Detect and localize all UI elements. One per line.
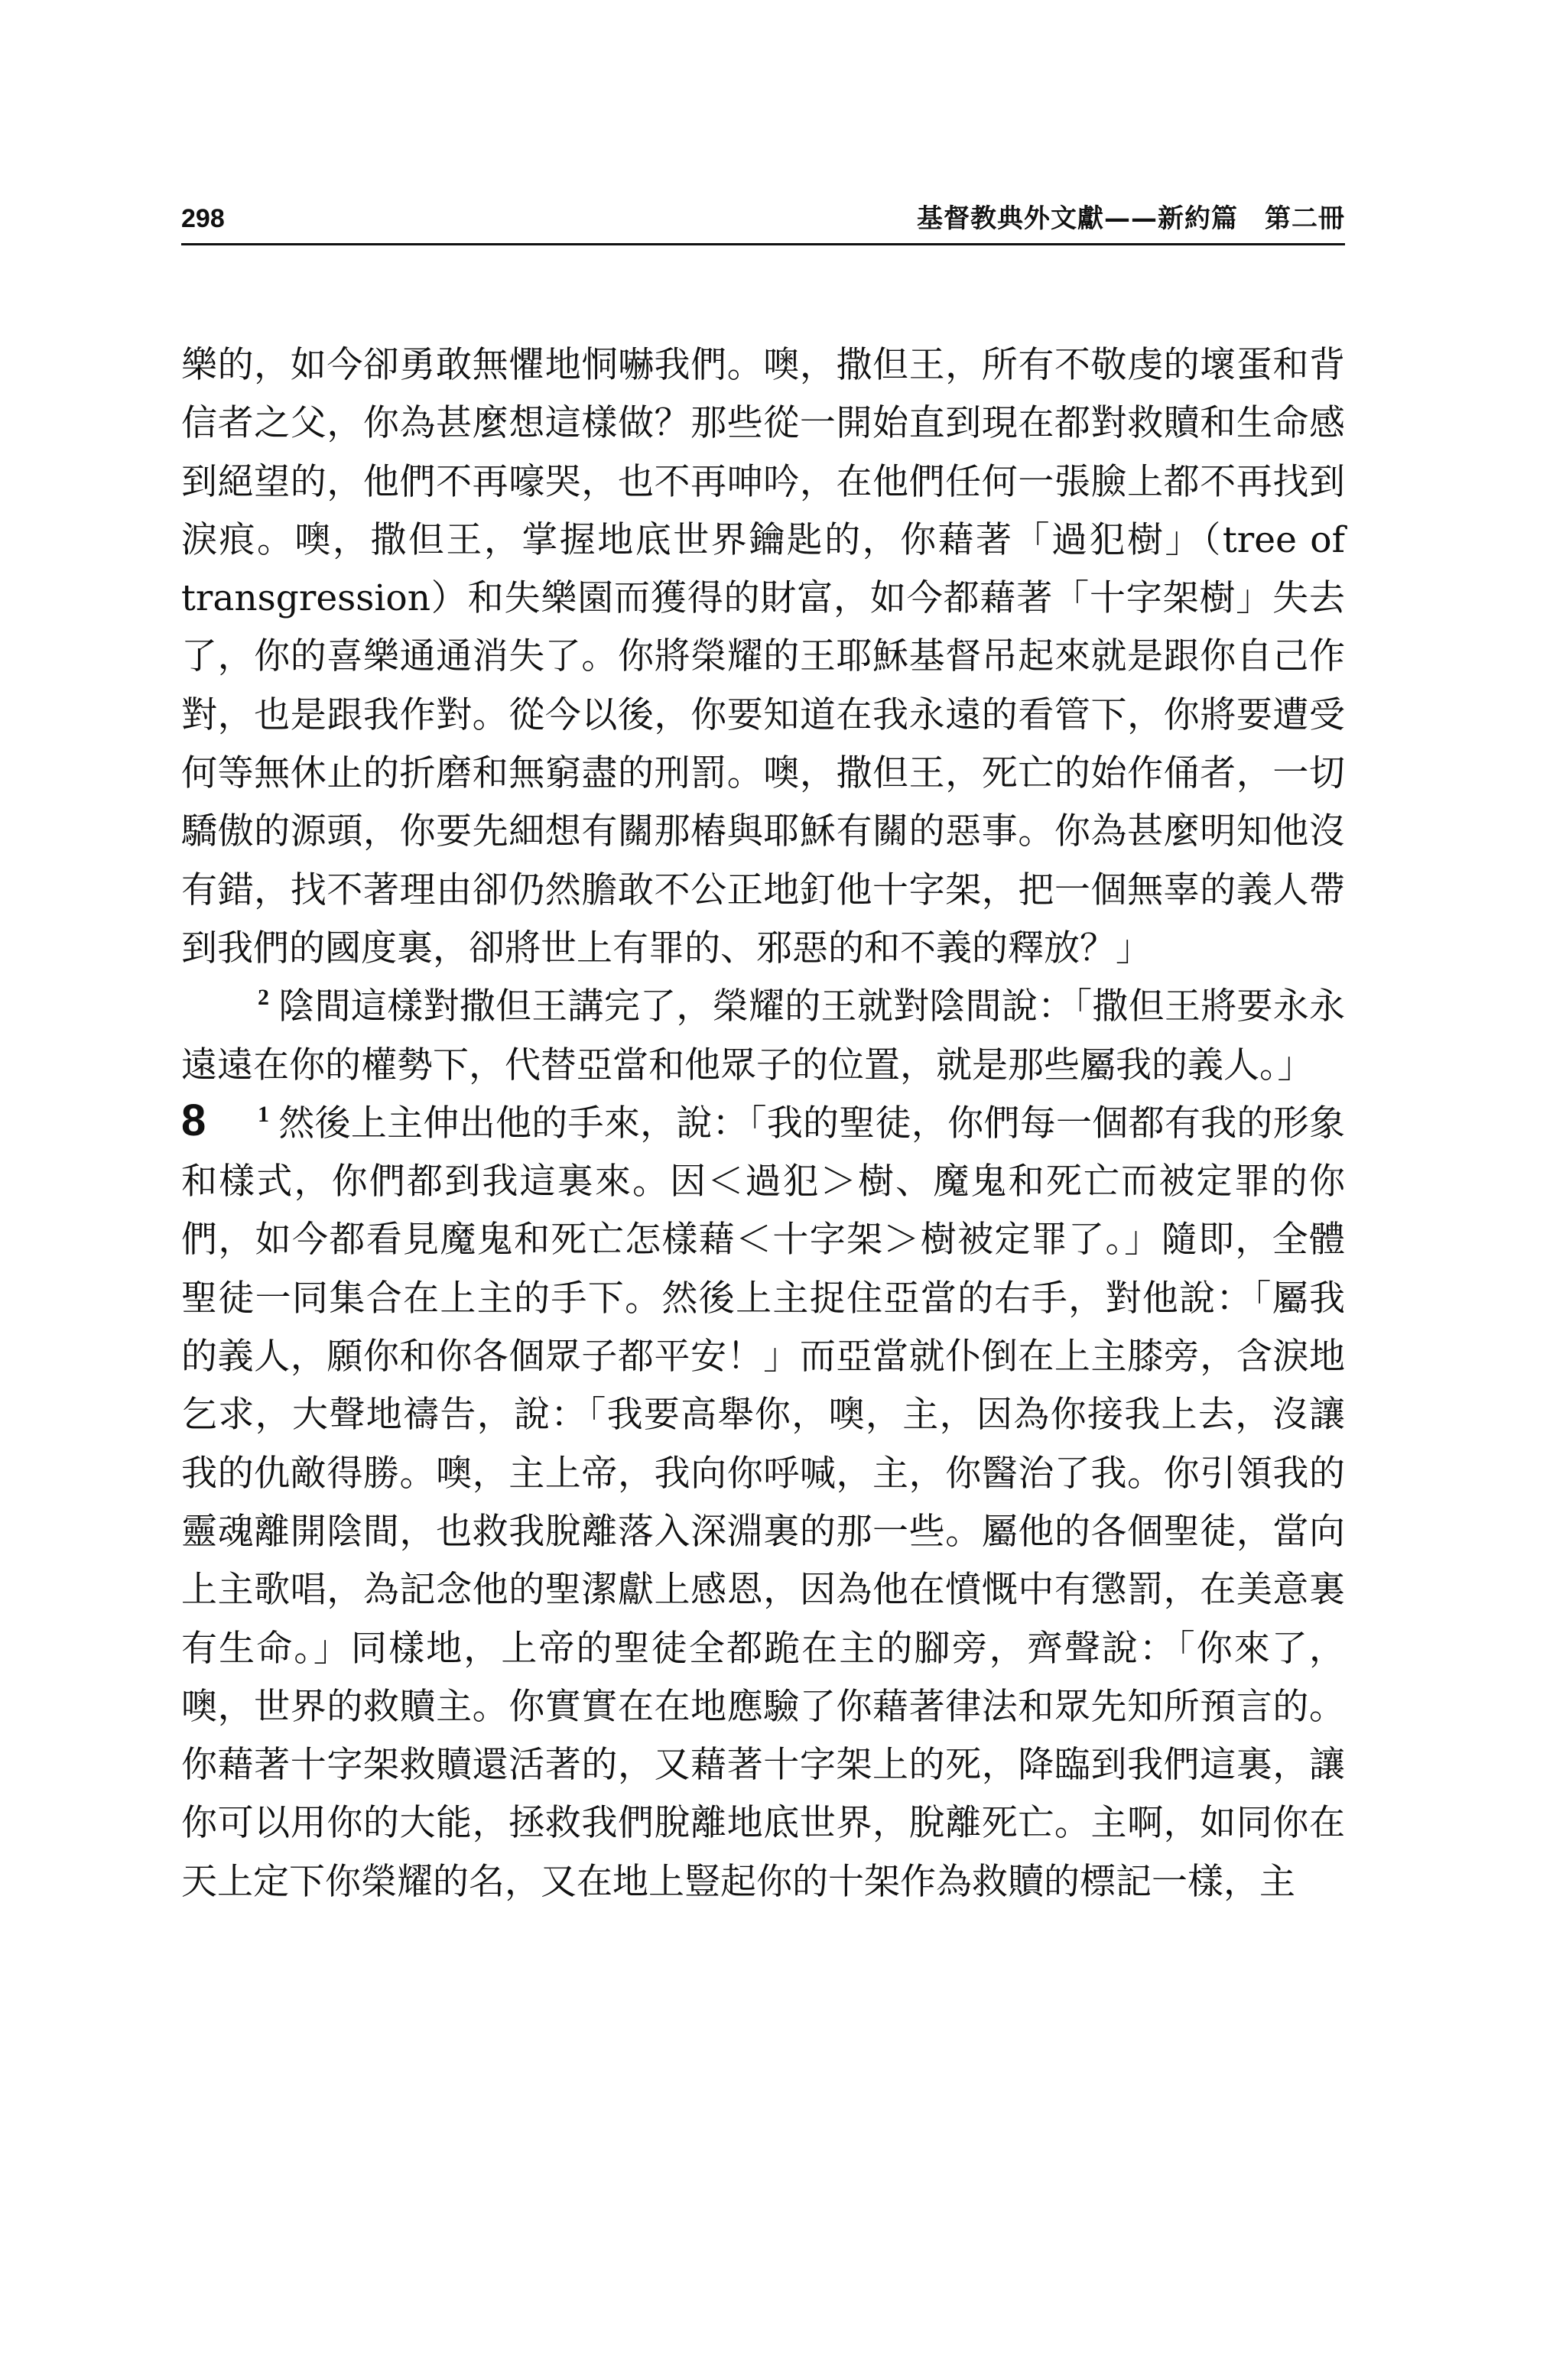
page-number: 298 — [181, 204, 225, 233]
page-header — [181, 200, 1345, 245]
paragraph-verse-2 — [181, 978, 1345, 1095]
verse-number: 2 — [258, 985, 269, 1011]
body-text — [181, 336, 1345, 1911]
paragraph-chapter-8: 8 $^1$ 然後上主伸出他的手來，說：「我的聖徒，你們每一個都有我的形象和樣式，你們都到我這裏來。因＜過犯＞樹、魔鬼和死亡而被定罪的你們，如今都看見魔鬼和死亡怎樣藉＜十字架＞樹被定罪了。」隨即，全體聖徒一同集合在上主的手下。然後上主捉住亞當的右手，對他說：「屬我的義人，願你和你各個眾子都平安！」而亞當就仆倒在上主膝旁，含淚地乞求，大聲地禱告，說：「我要高舉你，噢，主，因為你接我上去，沒讓我的仇敵得勝。噢，主上帝，我向你呼喊，主，你醫治了我。你引領我的靈魂離開陰間，也救我脫離落入深淵裏的那一些。屬他的各個聖徒，當向上主歌唱，為記念他的聖潔獻上感恩，因為他在憤慨中有懲罰，在美意裏有生命。」同樣地，上帝的聖徒全都跪在主的腳旁，齊聲說：「你來了，噢，世界的救贖主。你實實在在地應驗了你藉著律法和眾先知所預言的。你藉著十字架救贖還活著的，又藉著十字架上的死，降臨到我們這裏，讓你可以用你的大能，拯救我們脫離地底世界，脫離死亡。主啊，如同你在天上定下你榮耀的名，又在地上豎起你的十架作為救贖的標記一樣，主 — [181, 1095, 1345, 1903]
paragraph-continuation: 樂的，如今卻勇敢無懼地恫嚇我們。噢，撒但王，所有不敬虔的壞蛋和背信者之父，你為甚麼想這樣做？那些從一開始直到現在都對救贖和生命感到絕望的，他們不再嚎哭，也不再呻吟，在他們任何一張臉上都不再找到淚痕。噢，撒但王，掌握地底世界鑰匙的，你藉著「過犯樹」（tree of transgression）和失樂園而獲得的財富，如今都藉著「十字架樹」失去了，你的喜樂通通消失了。你將榮耀的王耶穌基督吊起來就是跟你自己作對，也是跟我作對。從今以後，你要知道在我永遠的看管下，你將要遭受何等無休止的折磨和無窮盡的刑罰。噢，撒但王，死亡的始作俑者，一切驕傲的源頭，你要先細想有關那樁與耶穌有關的惡事。你為甚麼明知他沒有錯，找不著理由卻仍然膽敢不公正地釘他十字架，把一個無辜的義人帶到我們的國度裏，卻將世上有罪的、邪惡的和不義的釋放？」 — [181, 344, 1345, 969]
paragraph-text: 然後上主伸出他的手來，說：「我的聖徒，你們每一個都有我的形象和樣式，你們都到我這裏來。因＜過犯＞樹、魔鬼和死亡而被定罪的你們，如今都看見魔鬼和死亡怎樣藉＜十字架＞樹被定罪了。」隨即，全體聖徒一同集合在上主的手下。然後上主捉住亞當的右手，對他說：「屬我的義人，願你和你各個眾子都平安！」而亞當就仆倒在上主膝旁，含淚地乞求，大聲地禱告，說：「我要高舉你，噢，主，因為你接我上去，沒讓我的仇敵得勝。噢，主上帝，我向你呼喊，主，你醫治了我。你引領我的靈魂離開陰間，也救我脫離落入深淵裏的那一些。屬他的各個聖徒，當向上主歌唱，為記念他的聖潔獻上感恩，因為他在憤慨中有懲罰，在美意裏有生命。」同樣地，上帝的聖徒全都跪在主的腳旁，齊聲說：「你來了，噢，世界的救贖主。你實實在在地應驗了你藉著律法和眾先知所預言的。你藉著十字架救贖還活著的，又藉著十字架上的死，降臨到我們這裏，讓你可以用你的大能，拯救我們脫離地底世界，脫離死亡。主啊，如同你在天上定下你榮耀的名，又在地上豎起你的十架作為救贖的標記一樣，主 — [181, 1102, 1345, 1903]
running-head: 基督教典外文獻——新約篇 第二冊 — [917, 203, 1345, 234]
verse-number: 1 — [258, 1101, 269, 1127]
paragraph-text: 陰間這樣對撒但王講完了，榮耀的王就對陰間說：「撒但王將要永永遠遠在你的權勢下，代替亞當和他眾子的位置，就是那些屬我的義人。」 — [181, 985, 1345, 1086]
